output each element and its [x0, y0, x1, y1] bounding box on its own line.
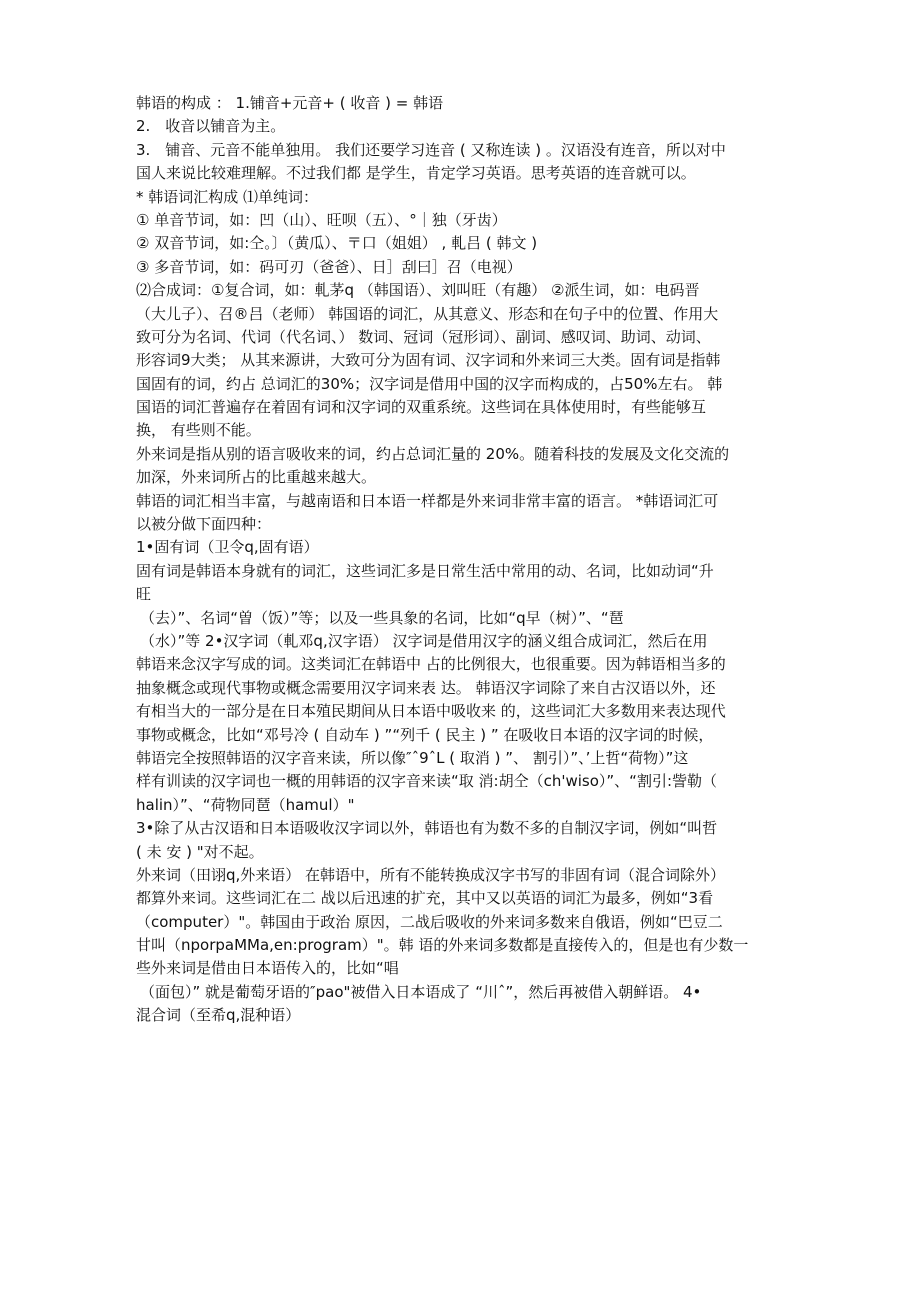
text-line: 旺 [136, 585, 152, 604]
text-line: 国人来说比较难理解。不过我们都 是学生，肯定学习英语。思考英语的连音就可以。 [136, 164, 696, 183]
text-line: 样有训读的汉字词也一概的用韩语的汉字音来读“取 消:胡仝（ch'wiso）”、“割引:訾勒（ [136, 772, 717, 791]
text-line: 有相当大的一部分是在日本殖民期间从日本语中吸收来 的，这些词汇大多数用来表达现代 [136, 702, 726, 721]
text-line: 国语的词汇普遍存在着固有词和汉字词的双重系统。这些词在具体使用时，有些能够互 [136, 398, 707, 417]
text-line: 1•固有词（卫令q,固有语） [136, 538, 319, 557]
text-line: 混合词（至希q,混种语） [136, 1006, 301, 1025]
text-line: 以被分做下面四种： [136, 515, 272, 534]
text-line: halin）”、“荷物同琶（hamul）" [136, 795, 355, 814]
text-line: 都算外来词。这些词汇在二 战以后迅速的扩充，其中又以英语的词汇为最多，例如“3看 [136, 889, 714, 908]
text-line: ① 单音节词，如：凹（山）、旺呗（五）、°｜独（牙齿） [136, 210, 507, 229]
text-line: ⑵合成词：①复合词，如：軋茅q （韩国语）、刘叫旺（有趣） ②派生词，如：电码晋 [136, 281, 700, 300]
text-line: 3. 铺音、元音不能单独用。 我们还要学习连音 ( 又称连读 ) 。汉语没有连音，所以对中 [136, 140, 726, 159]
text-line: 事物或概念，比如“邓号冷 ( 自动车 ) ”“列千 ( 民主 ) ” 在吸收日本语的汉字词的时候， [136, 725, 714, 744]
text-line: ③ 多音节词，如：码可刃（爸爸）、日］刮曰］召（电视） [136, 257, 522, 276]
text-line: 换， 有些则不能。 [136, 421, 261, 440]
text-line: （大儿子）、召®吕（老师） 韩国语的词汇，从其意义、形态和在句子中的位置、作用大 [136, 304, 719, 323]
text-line: 韩语来念汉字写成的词。这类词汇在韩语中 占的比例很大，也很重要。因为韩语相当多的 [136, 655, 726, 674]
text-line: 些外来词是借由日本语传入的，比如“唱 [136, 959, 399, 978]
text-line: 3•除了从古汉语和日本语吸收汉字词以外，韩语也有为数不多的自制汉字词，例如“叫哲 [136, 819, 718, 838]
text-line: （水）”等 2•汉字词（軋邓q,汉字语） 汉字词是借用汉字的涵义组合成词汇，然后在用 [140, 631, 708, 650]
text-line: 形容词9大类； 从其来源讲，大致可分为固有词、汉字词和外来词三大类。固有词是指韩 [136, 351, 721, 370]
text-line: 甘叫（nporpaMMa,en:program）"。韩 语的外来词多数都是直接传入的，但是也有少数一 [136, 936, 749, 955]
text-line: 固有词是韩语本身就有的词汇，这些词汇多是日常生活中常用的动、名词，比如动词“升 [136, 561, 714, 580]
text-line: （去）”、名词“曽（饭）”等；以及一些具象的名词，比如“q早（树）”、“琶 [140, 608, 624, 627]
text-line: 加深，外来词所占的比重越来越大。 [136, 468, 377, 487]
text-line: 2. 收音以铺音为主。 [136, 117, 286, 136]
text-line: （computer）"。韩国由于政治 原因，二战后吸收的外来词多数来自俄语，例如“巴豆二 [136, 912, 723, 931]
text-line: 韩语完全按照韩语的汉字音来读，所以像″ˆ9ˆL ( 取消 ) ”、 割引）”、’上哲“荷物）”这 [136, 748, 689, 767]
text-line: （面包）” 就是葡萄牙语的″pao"被借入日本语成了 “川ˆ”，然后再被借入朝鲜语。 4• [140, 982, 702, 1001]
text-line: 外来词是指从别的语言吸收来的词，约占总词汇量的 20%。随着科技的发展及文化交流的 [136, 444, 730, 463]
text-line: * 韩语词汇构成 ⑴单纯词： [136, 187, 319, 206]
text-line: 韩语的构成 ： 1.铺音+元音+ ( 收音 ) = 韩语 [136, 94, 444, 112]
text-line: 外来词（田诩q,外来语） 在韩语中，所有不能转换成汉字书写的非固有词（混合词除外） [136, 865, 726, 884]
text-line: ( 未 安 ) "对不起。 [136, 842, 264, 861]
text-line: ② 双音节词，如:仝。〕（黄瓜）、〒口（姐姐） , 軋吕 ( 韩文 ) [136, 234, 538, 253]
document-body [136, 92, 796, 1028]
text-line: 致可分为名词、代词（代名词、） 数词、冠词（冠形词）、副词、感叹词、助词、动词、 [136, 327, 711, 346]
text-line: 抽象概念或现代事物或概念需要用汉字词来表 达。 韩语汉字词除了来自古汉语以外，还 [136, 678, 716, 697]
text-line: 国固有的词，约占 总词汇的30%；汉字词是借用中国的汉字而构成的，占50%左右。 韩 [136, 374, 723, 393]
text-line: 韩语的词汇相当丰富，与越南语和日本语一样都是外来词非常丰富的语言。 *韩语词汇可 [136, 491, 719, 510]
